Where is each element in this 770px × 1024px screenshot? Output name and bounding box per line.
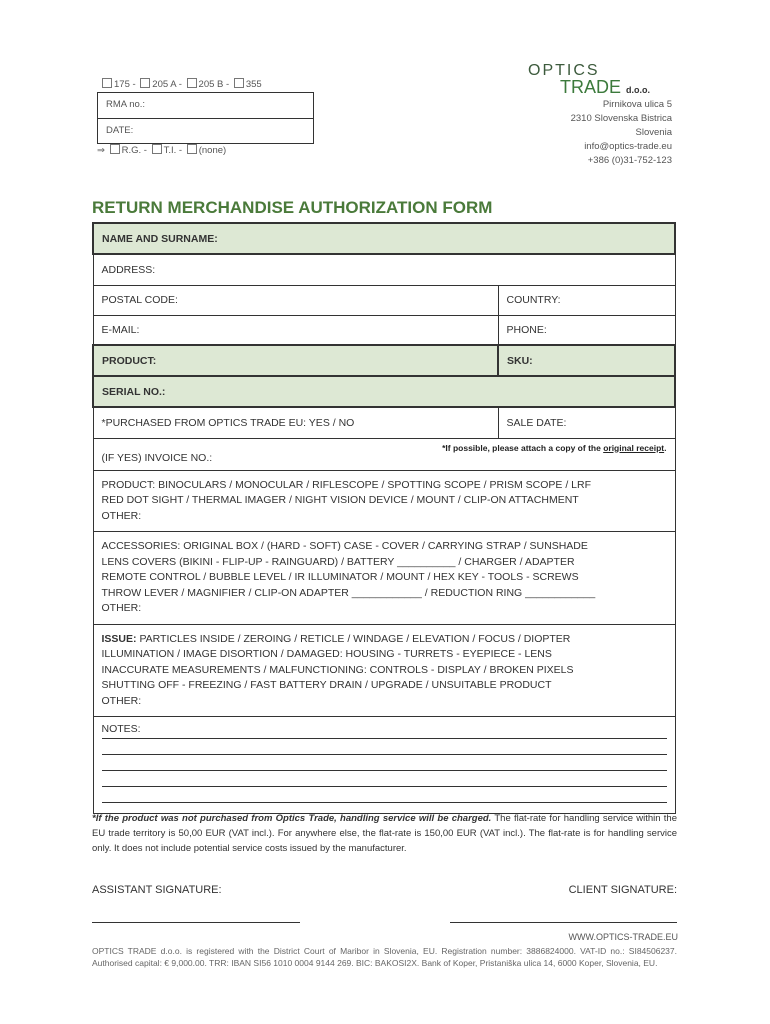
form-title: RETURN MERCHANDISE AUTHORIZATION FORM	[92, 198, 493, 217]
rma-box	[97, 92, 314, 144]
checkbox-rg[interactable]	[110, 144, 120, 154]
invoice-field[interactable]: (IF YES) INVOICE NO.: *If possible, please attach a copy of the original receipt.	[93, 438, 675, 470]
checkbox-205a[interactable]	[140, 78, 150, 88]
assistant-signature-label: ASSISTANT SIGNATURE:	[92, 884, 222, 896]
country-field[interactable]: COUNTRY:	[498, 285, 675, 315]
product-type-field[interactable]: PRODUCT: BINOCULARS / MONOCULAR / RIFLESCOPE / SPOTTING SCOPE / PRISM SCOPE / LRF RED DOT SIGHT / THERMAL IMAGER / NIGHT VISION DEVICE / MOUNT / CLIP-ON ATTACHMENT OTHER:	[93, 470, 675, 532]
email-field[interactable]: E-MAIL:	[93, 315, 498, 345]
purchased-field[interactable]: *PURCHASED FROM OPTICS TRADE EU: YES / NO	[93, 407, 498, 438]
checkbox-none[interactable]	[187, 144, 197, 154]
company-address: Pirnikova ulica 5 2310 Slovenska Bistrica Slovenia info@optics-trade.eu +386 (0)31-752-123	[570, 99, 672, 166]
accessories-field[interactable]: ACCESSORIES: ORIGINAL BOX / (HARD - SOFT) CASE - COVER / CARRYING STRAP / SUNSHADE LENS COVERS (BIKINI - FLIP-UP - RAINGUARD) / BATTERY __________ / CHARGER / ADAPTER REMOTE CONTROL / BUBBLE LEVEL / IR ILLUMINATOR / MOUNT / HEX KEY - TOOLS - SCREWS THROW LEVER / MAGNIFIER / CLIP-ON ADAPTER ____________ / REDUCTION RING ____________ OTHER:	[93, 532, 675, 625]
phone-field[interactable]: PHONE:	[498, 315, 675, 345]
attach-receipt-note: *If possible, please attach a copy of the original receipt.	[442, 442, 667, 453]
client-signature-label: CLIENT SIGNATURE:	[568, 884, 677, 896]
website-link[interactable]: WWW.OPTICS-TRADE.EU	[568, 932, 678, 942]
checkbox-175[interactable]	[102, 78, 112, 88]
product-field[interactable]: PRODUCT:	[93, 345, 498, 376]
notes-field[interactable]: NOTES:	[93, 717, 675, 814]
logo-optics: OPTICS	[528, 62, 600, 79]
model-options: 175 - 205 A - 205 B - 355	[100, 78, 262, 90]
name-field[interactable]: NAME AND SURNAME:	[93, 223, 675, 254]
sku-field[interactable]: SKU:	[498, 345, 675, 376]
rma-number-field[interactable]: RMA no.:	[106, 99, 146, 110]
date-field[interactable]: DATE:	[98, 118, 313, 143]
status-options: ⇒ R.G. - T.I. - (none)	[97, 145, 227, 156]
company-logo	[528, 62, 678, 98]
checkbox-205b[interactable]	[187, 78, 197, 88]
postal-code-field[interactable]: POSTAL CODE:	[93, 285, 498, 315]
checkbox-ti[interactable]	[152, 144, 162, 154]
assistant-signature-line[interactable]	[92, 922, 300, 923]
logo-trade: TRADE d.o.o.	[560, 77, 651, 97]
issue-field[interactable]: ISSUE: PARTICLES INSIDE / ZEROING / RETICLE / WINDAGE / ELEVATION / FOCUS / DIOPTER ILLUMINATION / IMAGE DISORTION / DAMAGED: HOUSING - TURRETS - EYEPIECE - LENS INACCURATE MEASUREMENTS / MALFUNCTIONING: CONTROLS - DISPLAY / BROKEN PIXELS SHUTTING OFF - FREEZING / FAST BATTERY DRAIN / UPGRADE / UNSUITABLE PRODUCT OTHER:	[93, 624, 675, 717]
rma-form-table	[92, 222, 676, 814]
checkbox-355[interactable]	[234, 78, 244, 88]
serial-field[interactable]: SERIAL NO.:	[93, 376, 675, 407]
address-field[interactable]: ADDRESS:	[93, 254, 675, 285]
handling-fee-note: *If the product was not purchased from Optics Trade, handling service will be charged. The flat-rate for handling service within the EU trade territory is 50,00 EUR (VAT incl.). For anywhere else, the flat-rate is 150,00 EUR (VAT incl.). The flat-rate is for handling service only. It does not include potential service costs issued by the manufacturer.	[92, 813, 677, 854]
client-signature-line[interactable]	[450, 922, 677, 923]
legal-notice: OPTICS TRADE d.o.o. is registered with the District Court of Maribor in Slovenia, EU. Registration number: 3886824000. VAT-ID no.: SI84506237. Authorised capital: € 9,000.00. TRR: IBAN SI56 1010 0004 9144 269. BIC: BAKOSI2X. Bank of Koper, Pristaniška ulica 14, 6000 Koper, Slovenia, EU.	[92, 946, 677, 968]
sale-date-field[interactable]: SALE DATE:	[498, 407, 675, 438]
